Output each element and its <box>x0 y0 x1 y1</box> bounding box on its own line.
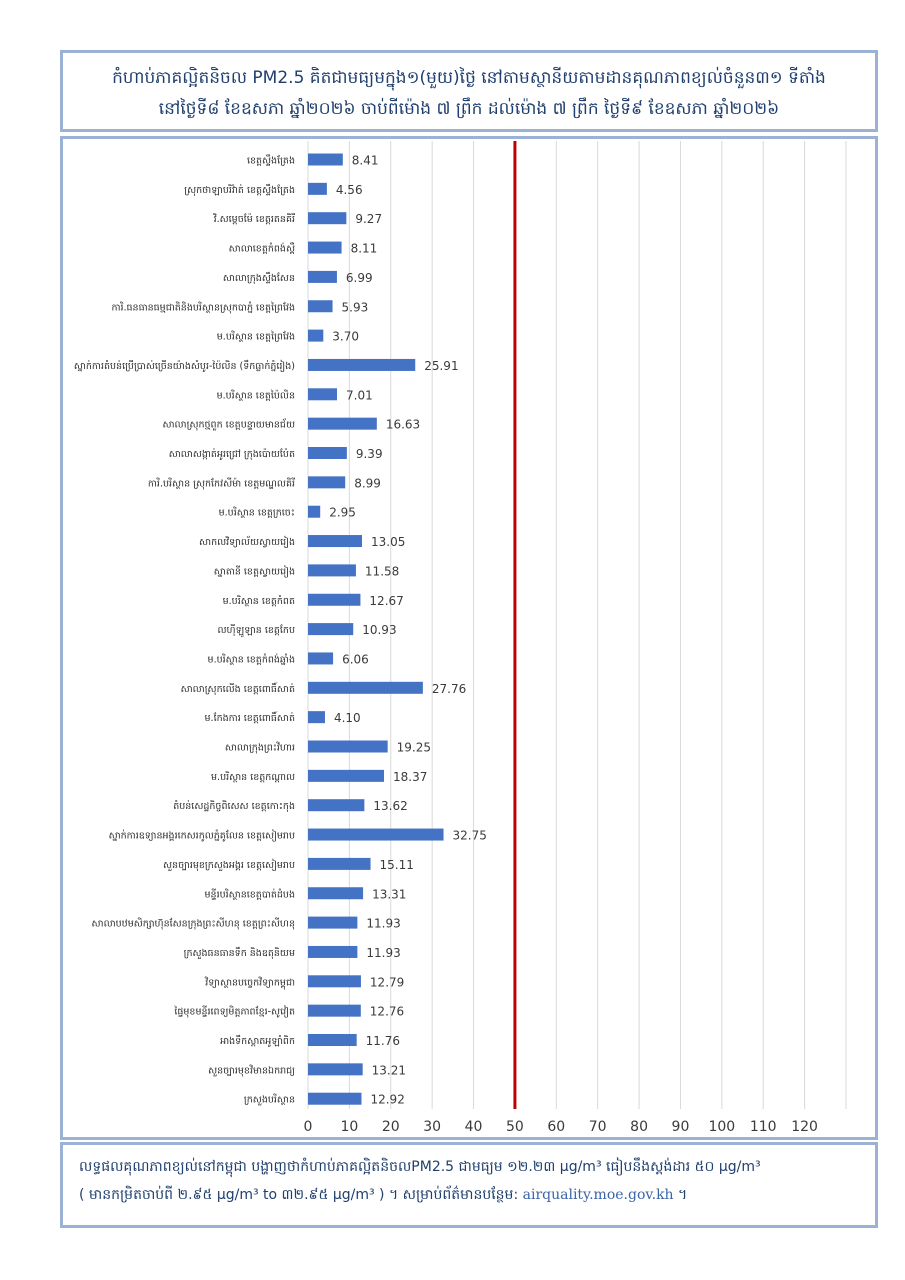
bar-15 <box>308 564 356 576</box>
footer-box <box>60 1142 878 1228</box>
x-tick-label-40: 40 <box>464 1119 483 1135</box>
footer-summary-line-1: លទ្ធផលគុណភាពខ្យល់នៅកម្ពុជា បង្ហាញថាកំហាប់ភាគល្អិតនិចលPM2.5 ជាមធ្យម ១២.២៣ µg/m³ ធៀបនឹងស្តង់ដារ ៥០ µg/m³ <box>79 1159 761 1175</box>
category-label-23: តំបន់សេដ្ឋកិច្ចពិសេស ខេត្តកោះកុង <box>173 801 295 813</box>
value-label-2: 4.56 <box>335 182 363 197</box>
value-label-20: 4.10 <box>333 711 361 726</box>
bar-28 <box>308 946 357 958</box>
bar-3 <box>308 212 346 224</box>
footer-end-mark: ។ <box>673 1187 688 1203</box>
category-label-1: ខេត្តស្ទឹងត្រែង <box>246 155 295 167</box>
bar-2 <box>308 183 327 195</box>
category-label-32: សួនច្បារមុខវិមានឯករាជ្យ <box>208 1065 295 1077</box>
category-label-5: សាលាក្រុងស្ទឹងសែន <box>222 272 295 284</box>
value-label-26: 13.31 <box>372 887 407 902</box>
value-label-13: 2.95 <box>329 505 356 520</box>
x-tick-label-110: 110 <box>749 1119 777 1135</box>
x-tick-label-90: 90 <box>671 1119 690 1135</box>
bar-20 <box>308 711 325 723</box>
bar-12 <box>308 476 345 488</box>
category-label-31: អាងទឹកស្តាតអូឡាំពិក <box>220 1036 295 1047</box>
bar-11 <box>308 447 347 459</box>
chart-title-box <box>60 50 878 132</box>
value-label-17: 10.93 <box>362 623 397 638</box>
category-label-16: ម.បរិស្ថាន ខេត្តកំពត <box>222 595 295 607</box>
category-label-13: ម.បរិស្ថាន ខេត្តក្រចេះ <box>218 507 295 519</box>
category-label-9: ម.បរិស្ថាន ខេត្តប៉ៃលិន <box>216 390 295 402</box>
bar-19 <box>308 682 423 694</box>
value-label-14: 13.05 <box>371 535 406 550</box>
value-label-16: 12.67 <box>369 593 404 608</box>
bar-1 <box>308 154 343 166</box>
bar-5 <box>308 271 337 283</box>
x-tick-label-50: 50 <box>506 1119 524 1135</box>
bar-8 <box>308 359 415 371</box>
bar-21 <box>308 741 388 753</box>
category-label-4: សាលាខេត្តកំពង់ស្ពឺ <box>228 243 295 255</box>
value-label-8: 25.91 <box>424 358 459 373</box>
bar-6 <box>308 300 333 312</box>
bar-18 <box>308 652 333 664</box>
category-label-28: ក្រសួងធនធានទឹក និងឧតុនិយម <box>183 947 295 959</box>
value-label-25: 15.11 <box>379 857 414 872</box>
x-tick-label-60: 60 <box>547 1119 566 1135</box>
bar-14 <box>308 535 362 547</box>
x-tick-label-10: 10 <box>340 1119 359 1135</box>
bar-16 <box>308 594 360 606</box>
x-tick-label-120: 120 <box>791 1119 818 1135</box>
x-tick-label-100: 100 <box>708 1119 736 1135</box>
value-label-28: 11.93 <box>366 945 401 960</box>
value-label-18: 6.06 <box>342 652 369 667</box>
category-label-15: ស្នាតានី ខេត្តស្វាយរៀង <box>213 566 295 578</box>
bar-26 <box>308 887 363 899</box>
value-label-23: 13.62 <box>373 799 408 814</box>
value-label-7: 3.70 <box>332 329 360 344</box>
bar-32 <box>308 1063 363 1075</box>
category-label-18: ម.បរិស្ថាន ខេត្តកំពង់ឆ្នាំង <box>207 654 295 666</box>
bar-33 <box>308 1093 361 1105</box>
bar-7 <box>308 330 323 342</box>
x-tick-label-80: 80 <box>630 1119 648 1135</box>
category-label-22: ម.បរិស្ថាន ខេត្តកណ្ដាល <box>211 771 295 783</box>
category-label-7: ម.បរិស្ថាន ខេត្តព្រៃវែង <box>216 331 295 343</box>
bar-17 <box>308 623 353 635</box>
value-label-30: 12.76 <box>369 1004 405 1019</box>
value-label-19: 27.76 <box>431 681 467 696</box>
x-tick-label-20: 20 <box>381 1119 400 1135</box>
category-label-19: សាលាស្រុកលើង ខេត្តពោធិ៍សាត់ <box>180 683 295 695</box>
x-tick-label-0: 0 <box>303 1119 313 1135</box>
bar-27 <box>308 917 357 929</box>
category-label-layer <box>74 154 295 1107</box>
value-label-29: 12.79 <box>369 975 405 990</box>
value-label-31: 11.76 <box>365 1034 401 1048</box>
x-tick-label-30: 30 <box>423 1119 442 1135</box>
value-label-1: 8.41 <box>351 153 379 168</box>
footer-range-text: ( មានកម្រិតចាប់ពី ២.៩៥ µg/m³ to ៣២.៩៥ µg/m³ ) ។ សម្រាប់ព័ត៌មានបន្ថែម: <box>79 1187 523 1203</box>
category-label-29: វិទ្យាស្ថានបច្ចេកវិទ្យាកម្ពុជា <box>205 977 295 989</box>
bar-31 <box>308 1034 357 1046</box>
category-label-10: សាលាស្រុកថ្មពួក ខេត្តបន្ទាយមានជ័យ <box>162 419 295 431</box>
category-label-12: ការិ.បរិស្ថាន ស្រុកកែវសីម៉ា ខេត្តមណ្ឌលគិរី <box>147 478 295 490</box>
category-label-26: មន្ទីរបរិស្ថានខេត្តបាត់ដំបង <box>204 889 295 901</box>
bar-9 <box>308 388 337 400</box>
category-label-33: ក្រសួងបរិស្ថាន <box>243 1094 295 1106</box>
value-label-24: 32.75 <box>452 828 487 843</box>
value-label-32: 13.21 <box>371 1063 407 1078</box>
chart-box <box>60 136 878 1140</box>
value-label-10: 16.63 <box>385 417 421 432</box>
value-label-3: 9.27 <box>355 212 383 227</box>
footer-summary-line-2 <box>79 1181 863 1209</box>
pm25-bar-chart <box>63 139 875 1137</box>
value-label-22: 18.37 <box>393 769 428 784</box>
category-label-14: សាកលវិទ្យាល័យស្វាយរៀង <box>199 537 295 549</box>
category-label-24: ស្នាក់ការឧទ្យានអង្គរកេសរកូលភ្នំគូលែន ខេត្តសៀមរាប <box>108 830 295 842</box>
category-label-2: ស្រុកថាឡាបរិវ៉ាត់ ខេត្តស្ទឹងត្រែង <box>184 184 295 196</box>
value-label-4: 8.11 <box>350 241 378 256</box>
value-label-5: 6.99 <box>345 270 373 285</box>
category-label-17: លហុីឡូឡាន ខេត្តកែប <box>217 625 295 637</box>
bar-25 <box>308 858 371 870</box>
bar-22 <box>308 770 384 782</box>
category-label-11: សាលាសង្កាត់អូរជ្រៅ ក្រុងប៉ោយប៉ែត <box>168 449 295 460</box>
bar-30 <box>308 1005 361 1017</box>
chart-title-line-1: កំហាប់ភាគល្អិតនិចល PM2.5 គិតជាមធ្យមក្នុង១(មួយ)ថ្ងៃ នៅតាមស្ថានីយតាមដានគុណភាពខ្យល់ចំនួន៣១ ទីតាំង <box>112 68 826 88</box>
value-label-33: 12.92 <box>370 1092 405 1107</box>
category-label-21: សាលាក្រុងព្រះវិហារ <box>224 742 295 754</box>
category-label-6: ការិ.ធនធានធម្មជាតិនិងបរិស្ថានស្រុកបាភ្នំ ខេត្តព្រៃវែង <box>111 302 295 314</box>
category-label-20: ម.កែងការ ខេត្តពោធិ៍សាត់ <box>204 713 295 725</box>
bar-29 <box>308 975 361 987</box>
bar-10 <box>308 418 377 430</box>
value-label-11: 9.39 <box>355 447 383 461</box>
category-label-30: ផ្ទៃមុខមន្ទីរពេទ្យមិត្តភាពខ្មែរ-សូវៀត <box>174 1006 295 1018</box>
category-label-25: សួនច្បារមុខក្រសួងអង្គរ ខេត្តសៀមរាប <box>163 859 295 871</box>
value-label-15: 11.58 <box>364 564 400 579</box>
tick-label-layer <box>304 1119 818 1135</box>
chart-title-line-2: នៅថ្ងៃទី៨ ខែឧសភា ឆ្នាំ២០២៦ ចាប់ពីម៉ោង ៧ ព្រឹក ដល់ម៉ោង ៧ ព្រឹក ថ្ងៃទី៩ ខែឧសភា ឆ្នាំ២០២៦ <box>158 99 780 119</box>
category-label-3: វិ.សម្ដេចម៉ែ ខេត្តរតនគិរី <box>213 214 295 226</box>
x-tick-label-70: 70 <box>588 1119 607 1135</box>
airquality-website-link[interactable]: airquality.moe.gov.kh <box>522 1187 674 1203</box>
bar-23 <box>308 799 364 811</box>
value-label-6: 5.93 <box>341 300 369 315</box>
bar-13 <box>308 506 320 518</box>
value-label-21: 19.25 <box>396 740 432 755</box>
value-label-9: 7.01 <box>346 388 373 403</box>
bar-4 <box>308 242 342 254</box>
bar-24 <box>308 829 444 841</box>
category-label-27: សាលាបឋមសិក្សាហ៊ុនសែនក្រុងព្រះសីហនុ ខេត្តព្រះសីហនុ <box>91 918 295 930</box>
value-label-27: 11.93 <box>366 916 401 931</box>
value-label-12: 8.99 <box>354 476 381 491</box>
category-label-8: ស្នាក់ការតំបន់ប្រើប្រាស់ច្រើនយ៉ាងសំបូរ-ប៉ៃលិន (ទឹកធ្លាក់ភ្នំរៀង) <box>73 360 295 372</box>
